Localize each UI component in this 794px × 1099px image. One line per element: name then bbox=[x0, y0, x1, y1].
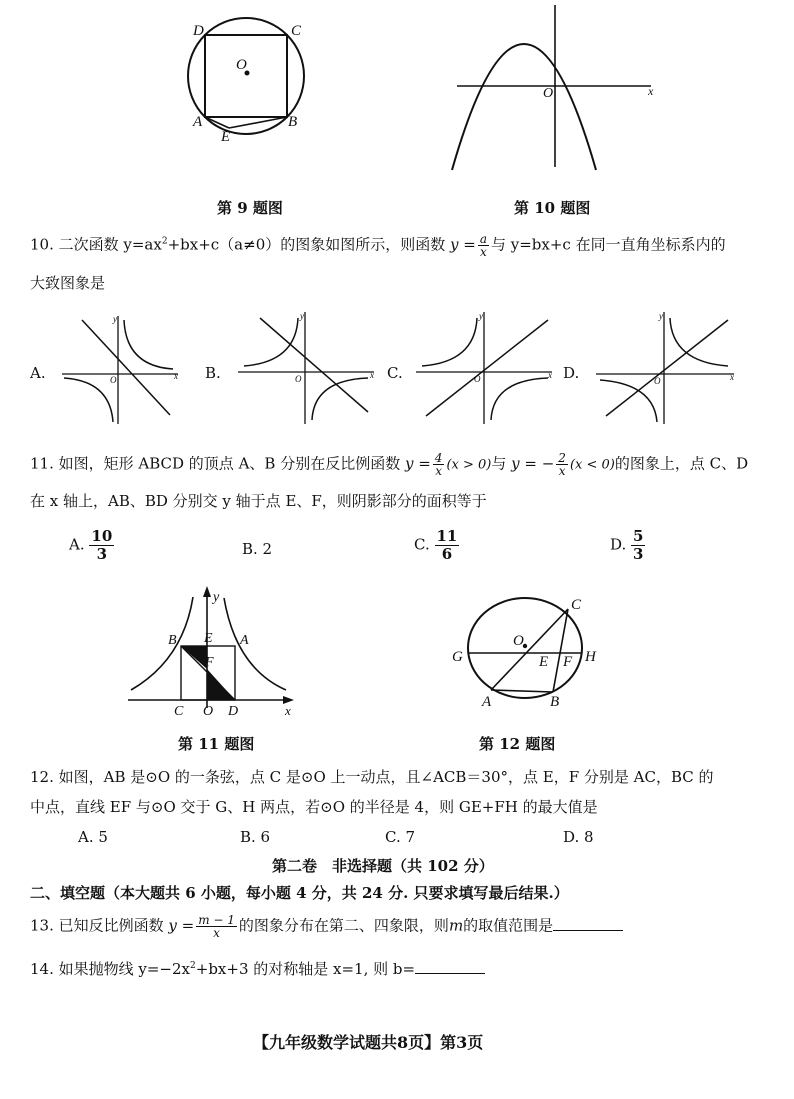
fig9-label-a: A bbox=[193, 114, 203, 130]
fig11-label-y: y bbox=[213, 590, 220, 605]
q10d-axis-o: O bbox=[654, 376, 661, 386]
q10-option-d-label: D. bbox=[563, 364, 580, 382]
page-footer: 【九年级数学试题共8页】第3页 bbox=[253, 1033, 484, 1052]
fig9-label-e: E bbox=[221, 129, 231, 145]
fig12-label-b: B bbox=[550, 694, 560, 710]
q12-option-b: B. 6 bbox=[240, 828, 271, 846]
fig12-label-e: E bbox=[539, 654, 549, 670]
q10b-axis-o: O bbox=[295, 374, 302, 384]
fig11-label-e: E bbox=[204, 631, 213, 646]
q10c-axis-y: y bbox=[479, 311, 483, 321]
q14-answer-blank[interactable] bbox=[415, 959, 485, 974]
q10-line2: 大致图象是 bbox=[30, 274, 106, 292]
q12-option-d: D. 8 bbox=[563, 828, 594, 846]
q11-option-a: A. $\frac{10}{3}$ bbox=[69, 527, 113, 563]
fig9-label-c: C bbox=[291, 23, 302, 39]
fig10-label-x: x bbox=[648, 84, 654, 98]
q10c-axis-o: O bbox=[474, 374, 481, 384]
q11-option-c: C. $\frac{11}{6}$ bbox=[414, 527, 458, 563]
q11-option-b: B. 2 bbox=[242, 540, 273, 558]
q11-line1: 11. 如图，矩形 ABCD 的顶点 A、B 分别在反比例函数 y = $\frac{4}{x}$ (x > 0)与 y = − $\frac{2}{x}$ (x < 0)的图象上，点 C、D bbox=[30, 451, 749, 478]
q13-line: 13. 已知反比例函数 y = $\frac{m - 1}{x}$ 的图象分布在第二、四象限，则m的取值范围是 bbox=[30, 914, 623, 939]
fig11-label-a: A bbox=[240, 633, 249, 648]
fig11-label-f: F bbox=[205, 655, 214, 670]
fig12-label-h: H bbox=[585, 649, 596, 665]
q10-option-c-label: C. bbox=[387, 364, 403, 382]
q10d-axis-y: y bbox=[659, 311, 663, 321]
fig12-label-g: G bbox=[452, 649, 463, 665]
q13-answer-blank[interactable] bbox=[553, 916, 623, 931]
q14-line: 14. 如果抛物线 $y=-2x^2+bx+3$ 的对称轴是 x=1, 则 b= bbox=[30, 958, 485, 979]
q10a-axis-x: x bbox=[174, 371, 178, 381]
q12-option-c: C. 7 bbox=[385, 828, 416, 846]
q10b-axis-x: x bbox=[370, 370, 374, 380]
fig11-label-c: C bbox=[174, 704, 184, 719]
fig11-caption: 第 11 题图 bbox=[178, 735, 255, 753]
fig12-label-f: F bbox=[563, 654, 573, 670]
fig12-caption: 第 12 题图 bbox=[479, 735, 556, 753]
q10-fraction: $\frac{a}{x}$ bbox=[479, 232, 487, 259]
fig11-label-b: B bbox=[168, 633, 177, 648]
fig11-label-d: D bbox=[228, 704, 239, 719]
fig11-label-x: x bbox=[285, 703, 291, 718]
fig12-label-a: A bbox=[482, 694, 492, 710]
q10c-axis-x: x bbox=[548, 370, 552, 380]
fig9-label-d: D bbox=[193, 23, 204, 39]
q10a-axis-o: O bbox=[110, 375, 117, 385]
q12-line2: 中点，直线 EF 与⊙O 交于 G、H 两点，若⊙O 的半径是 4，则 GE+FH 的最大值是 bbox=[30, 798, 598, 816]
q12-option-a: A. 5 bbox=[78, 828, 108, 846]
q10-option-b-label: B. bbox=[205, 364, 221, 382]
fig12-label-o: O bbox=[513, 633, 524, 649]
fig9-label-o: O bbox=[236, 57, 247, 73]
fig10-label-o: O bbox=[543, 86, 554, 101]
fig11-label-o: O bbox=[203, 704, 214, 719]
fig9-caption: 第 9 题图 bbox=[217, 199, 283, 217]
q11-line2: 在 x 轴上，AB、BD 分别交 y 轴于点 E、F，则阴影部分的面积等于 bbox=[30, 492, 487, 510]
q10b-axis-y: y bbox=[300, 311, 304, 321]
fig9-label-b: B bbox=[288, 114, 298, 130]
q10-line1: 10. 二次函数 $y=ax^2+bx+c(a\ne 0)$的图象如图所示，则函数 y = $\frac{a}{x}$ 与 y=bx+c 在同一直角坐标系内的 bbox=[30, 232, 726, 259]
q10-option-a-label: A. bbox=[30, 364, 46, 382]
q11-option-d: D. $\frac{5}{3}$ bbox=[610, 527, 644, 563]
section2-heading: 二、填空题（本大题共 6 小题，每小题 4 分，共 24 分. 只要求填写最后结果.） bbox=[30, 884, 569, 902]
q10d-axis-x: x bbox=[730, 372, 734, 382]
q10a-axis-y: y bbox=[113, 314, 117, 324]
fig12-label-c: C bbox=[571, 597, 582, 613]
q12-line1: 12. 如图，AB 是⊙O 的一条弦，点 C 是⊙O 上一动点，且∠ACB＝30°，点 E，F 分别是 AC，BC 的 bbox=[30, 768, 714, 786]
q13-fraction: $\frac{m - 1}{x}$ bbox=[198, 913, 235, 940]
section2-title: 第二卷 非选择题（共 102 分） bbox=[272, 857, 494, 875]
fig10-caption: 第 10 题图 bbox=[514, 199, 591, 217]
